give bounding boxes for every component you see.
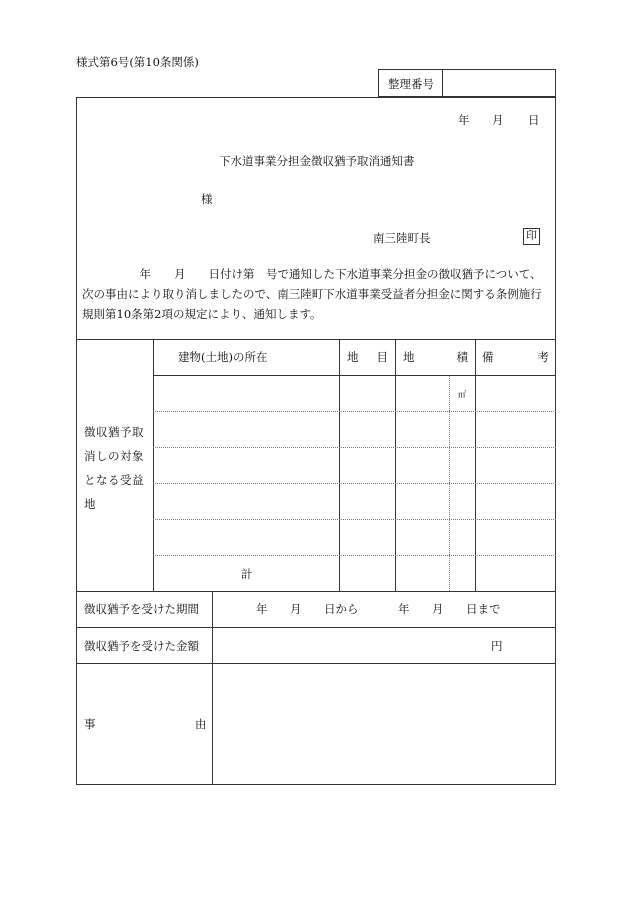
amount-unit: 円 bbox=[491, 639, 503, 653]
period-month-2: 月 bbox=[432, 602, 444, 616]
ref-number-label: 整理番号 bbox=[388, 77, 434, 91]
period-from: 日から bbox=[324, 602, 359, 616]
reason-label-left: 事 bbox=[84, 717, 96, 731]
date-month: 月 bbox=[492, 113, 504, 127]
col-divider-area bbox=[475, 339, 476, 591]
row-line-2 bbox=[153, 447, 556, 448]
period-year-2: 年 bbox=[398, 602, 410, 616]
col-divider-category bbox=[395, 339, 396, 591]
row-line-1 bbox=[153, 411, 556, 412]
table-top-line bbox=[76, 339, 556, 340]
total-label: 計 bbox=[241, 567, 253, 581]
period-month-1: 月 bbox=[290, 602, 302, 616]
period-label: 徴収猶予を受けた期間 bbox=[84, 602, 199, 616]
amount-top-line bbox=[76, 627, 556, 628]
label-column-divider bbox=[212, 591, 213, 785]
period-top-line bbox=[76, 591, 556, 592]
header-location-text: 建物(土地)の所在 bbox=[178, 350, 268, 364]
form-number-label: 様式第6号(第10条関係) bbox=[76, 55, 199, 69]
header-area: 地積 bbox=[403, 350, 510, 364]
col-divider-location bbox=[339, 339, 340, 591]
date-day: 日 bbox=[528, 113, 540, 127]
header-land-category: 地目 bbox=[347, 350, 406, 364]
date-year: 年 bbox=[458, 113, 470, 127]
notice-body: 年 月 日付け第 号で通知した下水道事業分担金の徴収猶予について、次の事由により取り消しましたので、南三陸町下水道事業受益者分担金に関する条例施行規則第10条第2項の規定により、通知します。 bbox=[82, 267, 542, 321]
row-label-target-land: 徴収猶予取消しの対象となる受益地 bbox=[84, 425, 144, 511]
header-location bbox=[178, 350, 314, 364]
reason-label-right: 由 bbox=[195, 717, 207, 731]
period-to: 日まで bbox=[466, 602, 501, 616]
document-title: 下水道事業分担金徴収猶予取消通知書 bbox=[219, 154, 415, 168]
row-line-3 bbox=[153, 483, 556, 484]
period-year-1: 年 bbox=[256, 602, 268, 616]
row-line-5 bbox=[153, 555, 556, 556]
row-label-divider bbox=[153, 339, 154, 591]
addressee-suffix: 様 bbox=[201, 192, 213, 206]
ref-number-divider bbox=[442, 69, 443, 97]
seal-mark: 印 bbox=[523, 228, 540, 245]
row-line-4 bbox=[153, 519, 556, 520]
reason-top-line bbox=[76, 663, 556, 664]
area-unit: ㎡ bbox=[458, 390, 466, 399]
amount-label: 徴収猶予を受けた金額 bbox=[84, 639, 199, 653]
issuer-name: 南三陸町長 bbox=[373, 231, 431, 245]
header-bottom-line bbox=[153, 375, 556, 376]
header-remarks: 備考 bbox=[482, 350, 593, 364]
form-frame bbox=[76, 97, 593, 785]
